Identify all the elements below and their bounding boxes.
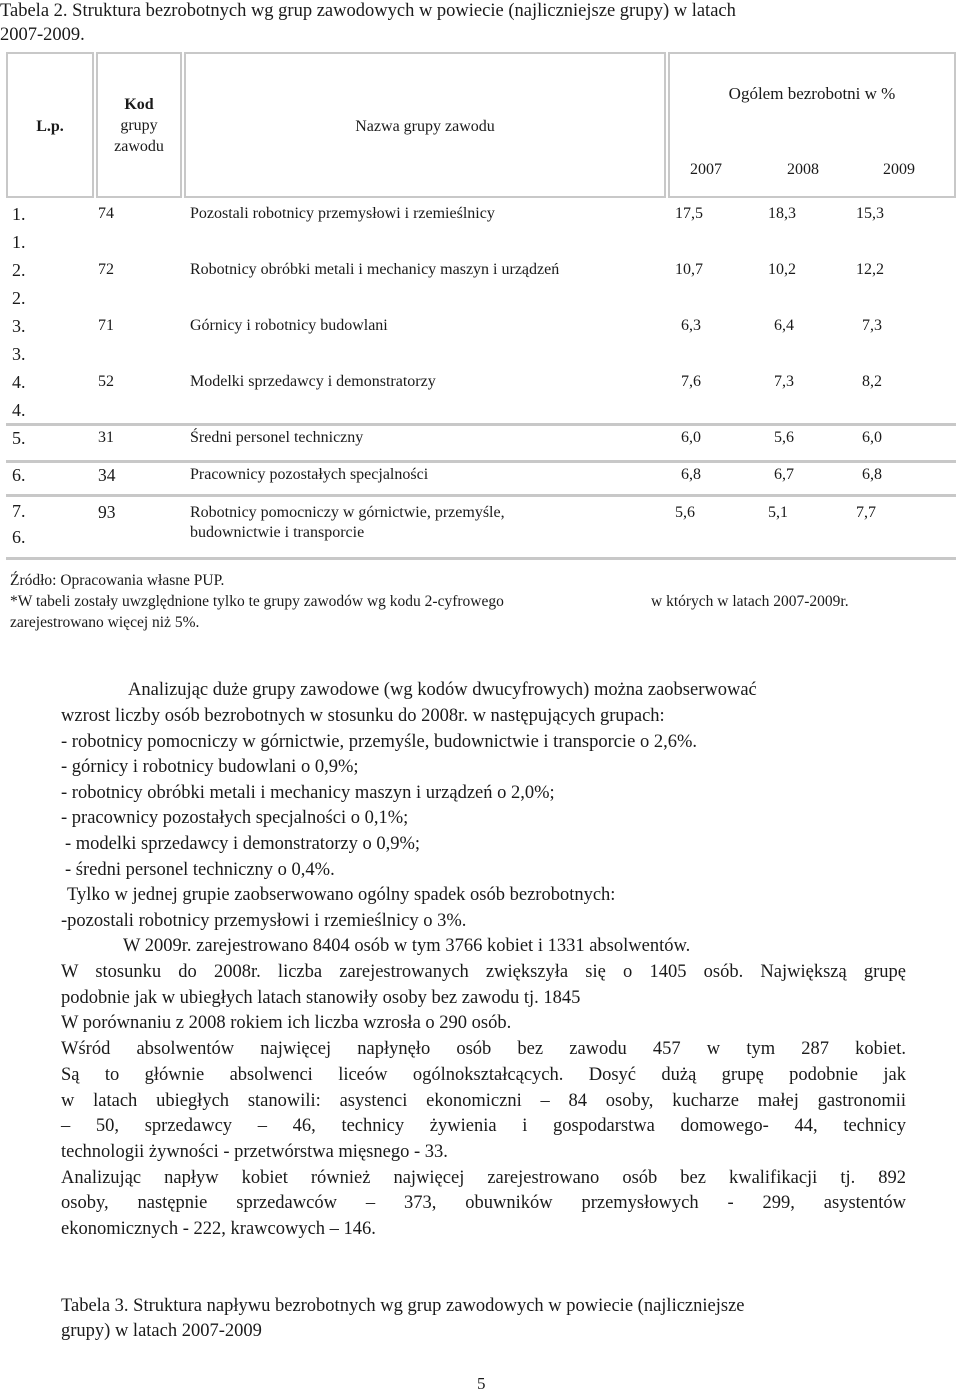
paragraph-3: W 2009r. zarejestrowano 8404 osób w tym 3766 kobiet i 1331 absolwentów. — [123, 936, 691, 956]
row-value-2007: 17,5 — [675, 205, 703, 222]
header-lp: L.p. — [36, 118, 64, 135]
row-value-2008: 5,6 — [774, 429, 794, 446]
row-value-2009: 8,2 — [862, 373, 882, 390]
row-nazwa: Średni personel techniczny — [190, 429, 364, 446]
row-divider — [6, 423, 956, 426]
row-kod: 52 — [98, 373, 114, 390]
paragraph-6-line-1: Wśród absolwentów najwięcej napłynęło osób bez zawodu 457 w tym 287 kobiet. — [61, 1039, 906, 1059]
row-value-2008: 18,3 — [768, 205, 796, 222]
footnote-left: *W tabeli zostały uwzględnione tylko te grupy zawodów wg kodu 2-cyfrowego — [10, 593, 504, 610]
row-lp: 6. — [12, 465, 26, 485]
row-divider — [6, 557, 956, 560]
bullet-4: - pracownicy pozostałych specjalności o 0,1%; — [61, 808, 409, 828]
header-nazwa-cell — [184, 52, 666, 198]
row-lp: 4. — [12, 400, 26, 420]
row-value-2007: 5,6 — [675, 504, 695, 521]
table-2-caption — [0, 0, 950, 47]
row-lp: 5. — [12, 428, 26, 448]
bullet-5: - modelki sprzedawcy i demonstratorzy o 0,9%; — [65, 834, 420, 854]
caption-line-1: Tabela 2. Struktura bezrobotnych wg grup zawodowych w powiecie (najliczniejsze grupy) w latach — [0, 1, 736, 21]
row-nazwa: Modelki sprzedawcy i demonstratorzy — [190, 373, 436, 390]
header-year-2007: 2007 — [690, 161, 722, 178]
row-kod: 74 — [98, 205, 114, 222]
row-value-2007: 10,7 — [675, 261, 703, 278]
row-value-2007: 7,6 — [681, 373, 701, 390]
row-nazwa-line-2: budownictwie i transporcie — [190, 524, 365, 541]
header-kod-cell — [96, 52, 182, 198]
row-value-2007: 6,3 — [681, 317, 701, 334]
paragraph-4-line-1: W stosunku do 2008r. liczba zarejestrowanych zwiększyła się o 1405 osób. Największą grupę — [61, 962, 906, 982]
row-value-2008: 10,2 — [768, 261, 796, 278]
row-value-2008: 5,1 — [768, 504, 788, 521]
unemployment-structure-table — [6, 48, 956, 560]
row-nazwa: Pracownicy pozostałych specjalności — [190, 466, 429, 483]
paragraph-5: W porównaniu z 2008 rokiem ich liczba wzrosła o 290 osób. — [61, 1013, 512, 1033]
footnote-line-3: zarejestrowano więcej niż 5%. — [10, 614, 200, 631]
paragraph-1-line-1: Analizując duże grupy zawodowe (wg kodów dwucyfrowych) można zaobserwować — [128, 680, 757, 700]
paragraph-6-line-5: technologii żywności - przetwórstwa mięsnego - 33. — [61, 1142, 448, 1162]
caption-line-2: 2007-2009. — [0, 25, 85, 45]
row-lp: 1. — [12, 232, 26, 252]
row-lp: 7. — [12, 501, 26, 521]
row-value-2008: 6,4 — [774, 317, 794, 334]
row-value-2007: 6,8 — [681, 466, 701, 483]
header-lp-cell — [6, 52, 94, 198]
paragraph-1-line-2: wzrost liczby osób bezrobotnych w stosunku do 2008r. w następujących grupach: — [61, 706, 665, 726]
row-value-2009: 7,7 — [856, 504, 876, 521]
row-value-2009: 7,3 — [862, 317, 882, 334]
page-number: 5 — [477, 1374, 486, 1393]
row-lp: 2. — [12, 260, 26, 280]
source-note: Źródło: Opracowania własne PUP. — [10, 572, 225, 589]
paragraph-4-line-2: podobnie jak w ubiegłych latach stanowiły osoby bez zawodu tj. 1845 — [61, 988, 581, 1008]
row-kod: 93 — [98, 502, 116, 522]
bullet-1: - robotnicy pomocniczy w górnictwie, przemyśle, budownictwie i transporcie o 2,6%. — [61, 732, 698, 752]
caption-line-2: grupy) w latach 2007-2009 — [61, 1321, 262, 1341]
row-value-2008: 7,3 — [774, 373, 794, 390]
row-value-2007: 6,0 — [681, 429, 701, 446]
paragraph-6-line-3: w latach ubiegłych stanowili: asystenci ekonomiczni – 84 osoby, kucharze małej gastronomii — [61, 1091, 906, 1111]
row-value-2009: 6,0 — [862, 429, 882, 446]
paragraph-2: Tylko w jednej grupie zaobserwowano ogólny spadek osób bezrobotnych: — [67, 885, 616, 905]
row-value-2008: 6,7 — [774, 466, 794, 483]
row-value-2009: 15,3 — [856, 205, 884, 222]
row-nazwa: Pozostali robotnicy przemysłowi i rzemieślnicy — [190, 205, 495, 222]
paragraph-6-line-4: – 50, sprzedawcy – 46, technicy żywienia i gospodarstwa domowego- 44, technicy — [61, 1116, 906, 1136]
row-nazwa: Robotnicy obróbki metali i mechanicy maszyn i urządzeń — [190, 261, 560, 278]
header-kod-line-1: Kod — [124, 96, 154, 113]
row-lp: 3. — [12, 344, 26, 364]
paragraph-7-line-3: ekonomicznych - 222, krawcowych – 146. — [61, 1219, 376, 1239]
row-lp: 3. — [12, 316, 26, 336]
row-kod: 71 — [98, 317, 114, 334]
paragraph-2-item: -pozostali robotnicy przemysłowi i rzemieślnicy o 3%. — [61, 911, 467, 931]
row-value-2009: 12,2 — [856, 261, 884, 278]
table-3-caption — [61, 1294, 941, 1344]
row-divider — [6, 494, 956, 497]
bullet-3: - robotnicy obróbki metali i mechanicy maszyn i urządzeń o 2,0%; — [61, 783, 555, 803]
row-lp: 6. — [12, 527, 26, 547]
row-divider — [6, 460, 956, 463]
header-ogolem-cell — [668, 52, 956, 198]
caption-line-1: Tabela 3. Struktura napływu bezrobotnych wg grup zawodowych w powiecie (najliczniejsze — [61, 1296, 745, 1316]
footnote-right: w których w latach 2007-2009r. — [651, 593, 849, 610]
row-lp: 2. — [12, 288, 26, 308]
bullet-6: - średni personel techniczny o 0,4%. — [65, 860, 335, 880]
header-nazwa: Nazwa grupy zawodu — [355, 118, 495, 135]
paragraph-7-line-1: Analizując napływ kobiet również najwięcej zarejestrowano osób bez kwalifikacji tj. 892 — [61, 1168, 906, 1188]
row-nazwa-line-1: Robotnicy pomocniczy w górnictwie, przemyśle, — [190, 504, 505, 521]
header-kod-line-3: zawodu — [114, 138, 164, 155]
header-ogolem: Ogólem bezrobotni w % — [728, 84, 896, 103]
row-kod: 31 — [98, 429, 114, 446]
row-value-2009: 6,8 — [862, 466, 882, 483]
header-kod-line-2: grupy — [120, 117, 158, 134]
header-year-2009: 2009 — [883, 161, 915, 178]
row-lp: 4. — [12, 372, 26, 392]
header-year-2008: 2008 — [787, 161, 819, 178]
bullet-2: - górnicy i robotnicy budowlani o 0,9%; — [61, 757, 359, 777]
row-kod: 72 — [98, 261, 114, 278]
paragraph-7-line-2: osoby, następnie sprzedawców – 373, obuwników przemysłowych - 299, asystentów — [61, 1193, 906, 1213]
row-nazwa: Górnicy i robotnicy budowlani — [190, 317, 388, 334]
row-kod: 34 — [98, 465, 116, 485]
row-lp: 1. — [12, 204, 26, 224]
paragraph-6-line-2: Są to głównie absolwenci liceów ogólnokształcących. Dosyć dużą grupę podobnie jak — [61, 1065, 906, 1085]
